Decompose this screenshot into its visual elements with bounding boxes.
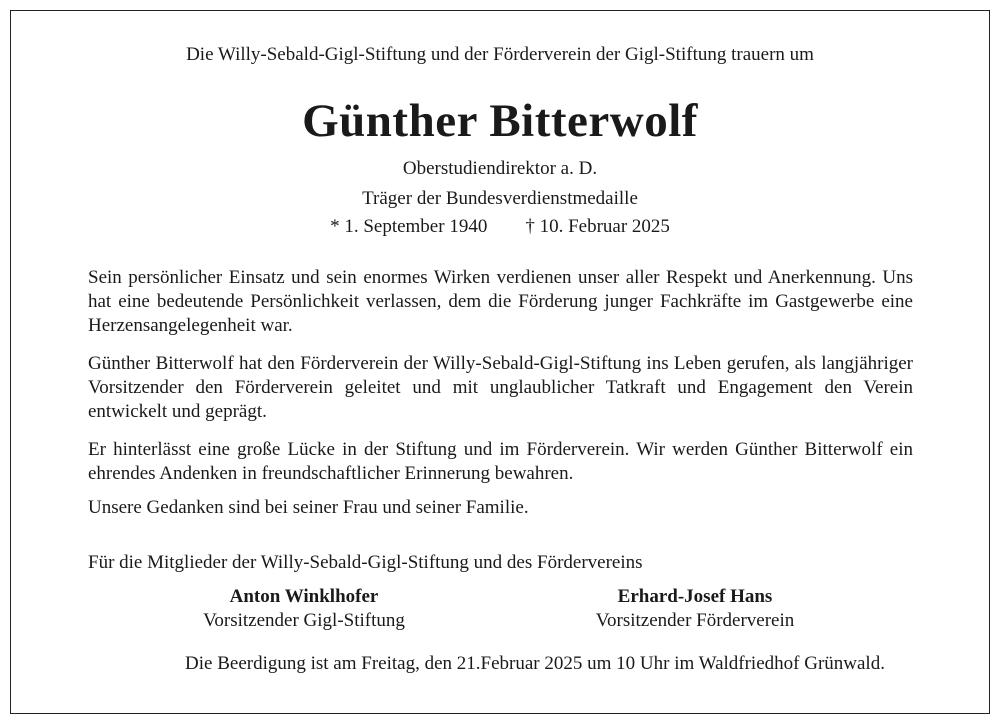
paragraph-family: Unsere Gedanken sind bei seiner Frau und seiner Familie. bbox=[88, 497, 529, 518]
funeral-info: Die Beerdigung ist am Freitag, den 21.Februar 2025 um 10 Uhr im Waldfriedhof Grünwald. bbox=[185, 653, 885, 674]
signatory-role: Vorsitzender Gigl-Stiftung bbox=[203, 610, 405, 631]
signatory-name: Anton Winklhofer bbox=[229, 586, 379, 607]
intro-line: Die Willy-Sebald-Gigl-Stiftung und der Förderverein der Gigl-Stiftung trauern um bbox=[186, 44, 814, 65]
paragraph-tribute: Sein persönlicher Einsatz und sein enormes Wirken verdienen unser aller Respekt und Anerkennung. Uns hat eine bedeutende Persönlichkeit verlassen, dem die Förderung junger Fachkräfte im Gastgewerbe eine Herzensangelegenheit war. bbox=[88, 267, 913, 336]
signatory-right bbox=[515, 585, 875, 633]
paragraph-founder: Günther Bitterwolf hat den Förderverein der Willy-Sebald-Gigl-Stiftung ins Leben gerufen, als langjähriger Vorsitzender den Förderverein geleitet und mit unglaublicher Tatkraft und Engagement den Verein entwickelt und geprägt. bbox=[88, 353, 913, 422]
paragraph-memory: Er hinterlässt eine große Lücke in der Stiftung und im Förderverein. Wir werden Günther Bitterwolf ein ehrendes Andenken in freundschaftlicher Erinnerung bewahren. bbox=[88, 439, 913, 484]
honor-title: Träger der Bundesverdienstmedaille bbox=[362, 188, 638, 209]
birth-date: * 1. September 1940 bbox=[330, 216, 488, 237]
signatory-role: Vorsitzender Förderverein bbox=[595, 610, 795, 631]
deceased-name: Günther Bitterwolf bbox=[302, 95, 698, 147]
life-dates bbox=[0, 216, 1000, 238]
on-behalf-line: Für die Mitglieder der Willy-Sebald-Gigl-Stiftung und des Fördervereins bbox=[88, 552, 643, 573]
academic-title: Oberstudiendirektor a. D. bbox=[402, 158, 598, 179]
death-date: † 10. Februar 2025 bbox=[525, 216, 670, 237]
signatory-name: Erhard-Josef Hans bbox=[617, 586, 773, 607]
signatory-left bbox=[124, 585, 484, 633]
